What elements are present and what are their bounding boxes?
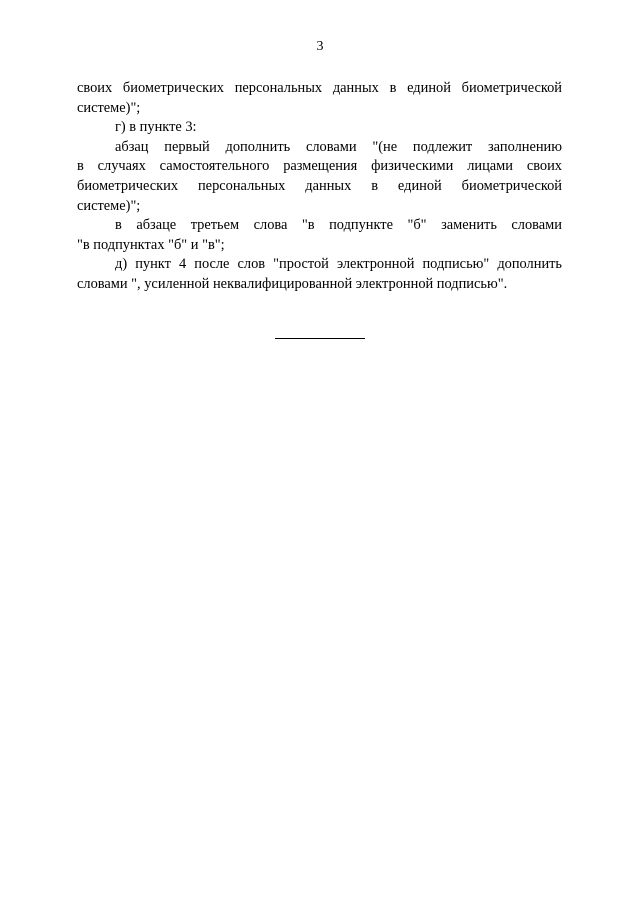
text-line: г) в пункте 3:: [115, 119, 197, 136]
text-line: системе)";: [77, 197, 141, 214]
text-line: биометрических персональных данных в единой биометрической: [77, 177, 562, 194]
text-line: д) пункт 4 после слов "простой электронной подписью" дополнить: [115, 256, 562, 273]
text-line: своих биометрических персональных данных в единой биометрической: [77, 80, 562, 96]
text-line: в абзаце третьем слова "в подпункте "б" заменить словами: [115, 217, 562, 234]
text-line: словами ", усиленной неквалифицированной электронной подписью".: [77, 275, 508, 292]
text-line: в случаях самостоятельного размещения физическими лицами своих: [77, 158, 562, 175]
document-body: [77, 79, 562, 295]
text-line: "в подпунктах "б" и "в";: [77, 236, 225, 253]
text-line: абзац первый дополнить словами "(не подлежит заполнению: [115, 138, 562, 155]
page-number: 3: [316, 39, 324, 54]
end-separator-line: [275, 338, 365, 339]
text-line: системе)";: [77, 99, 141, 116]
